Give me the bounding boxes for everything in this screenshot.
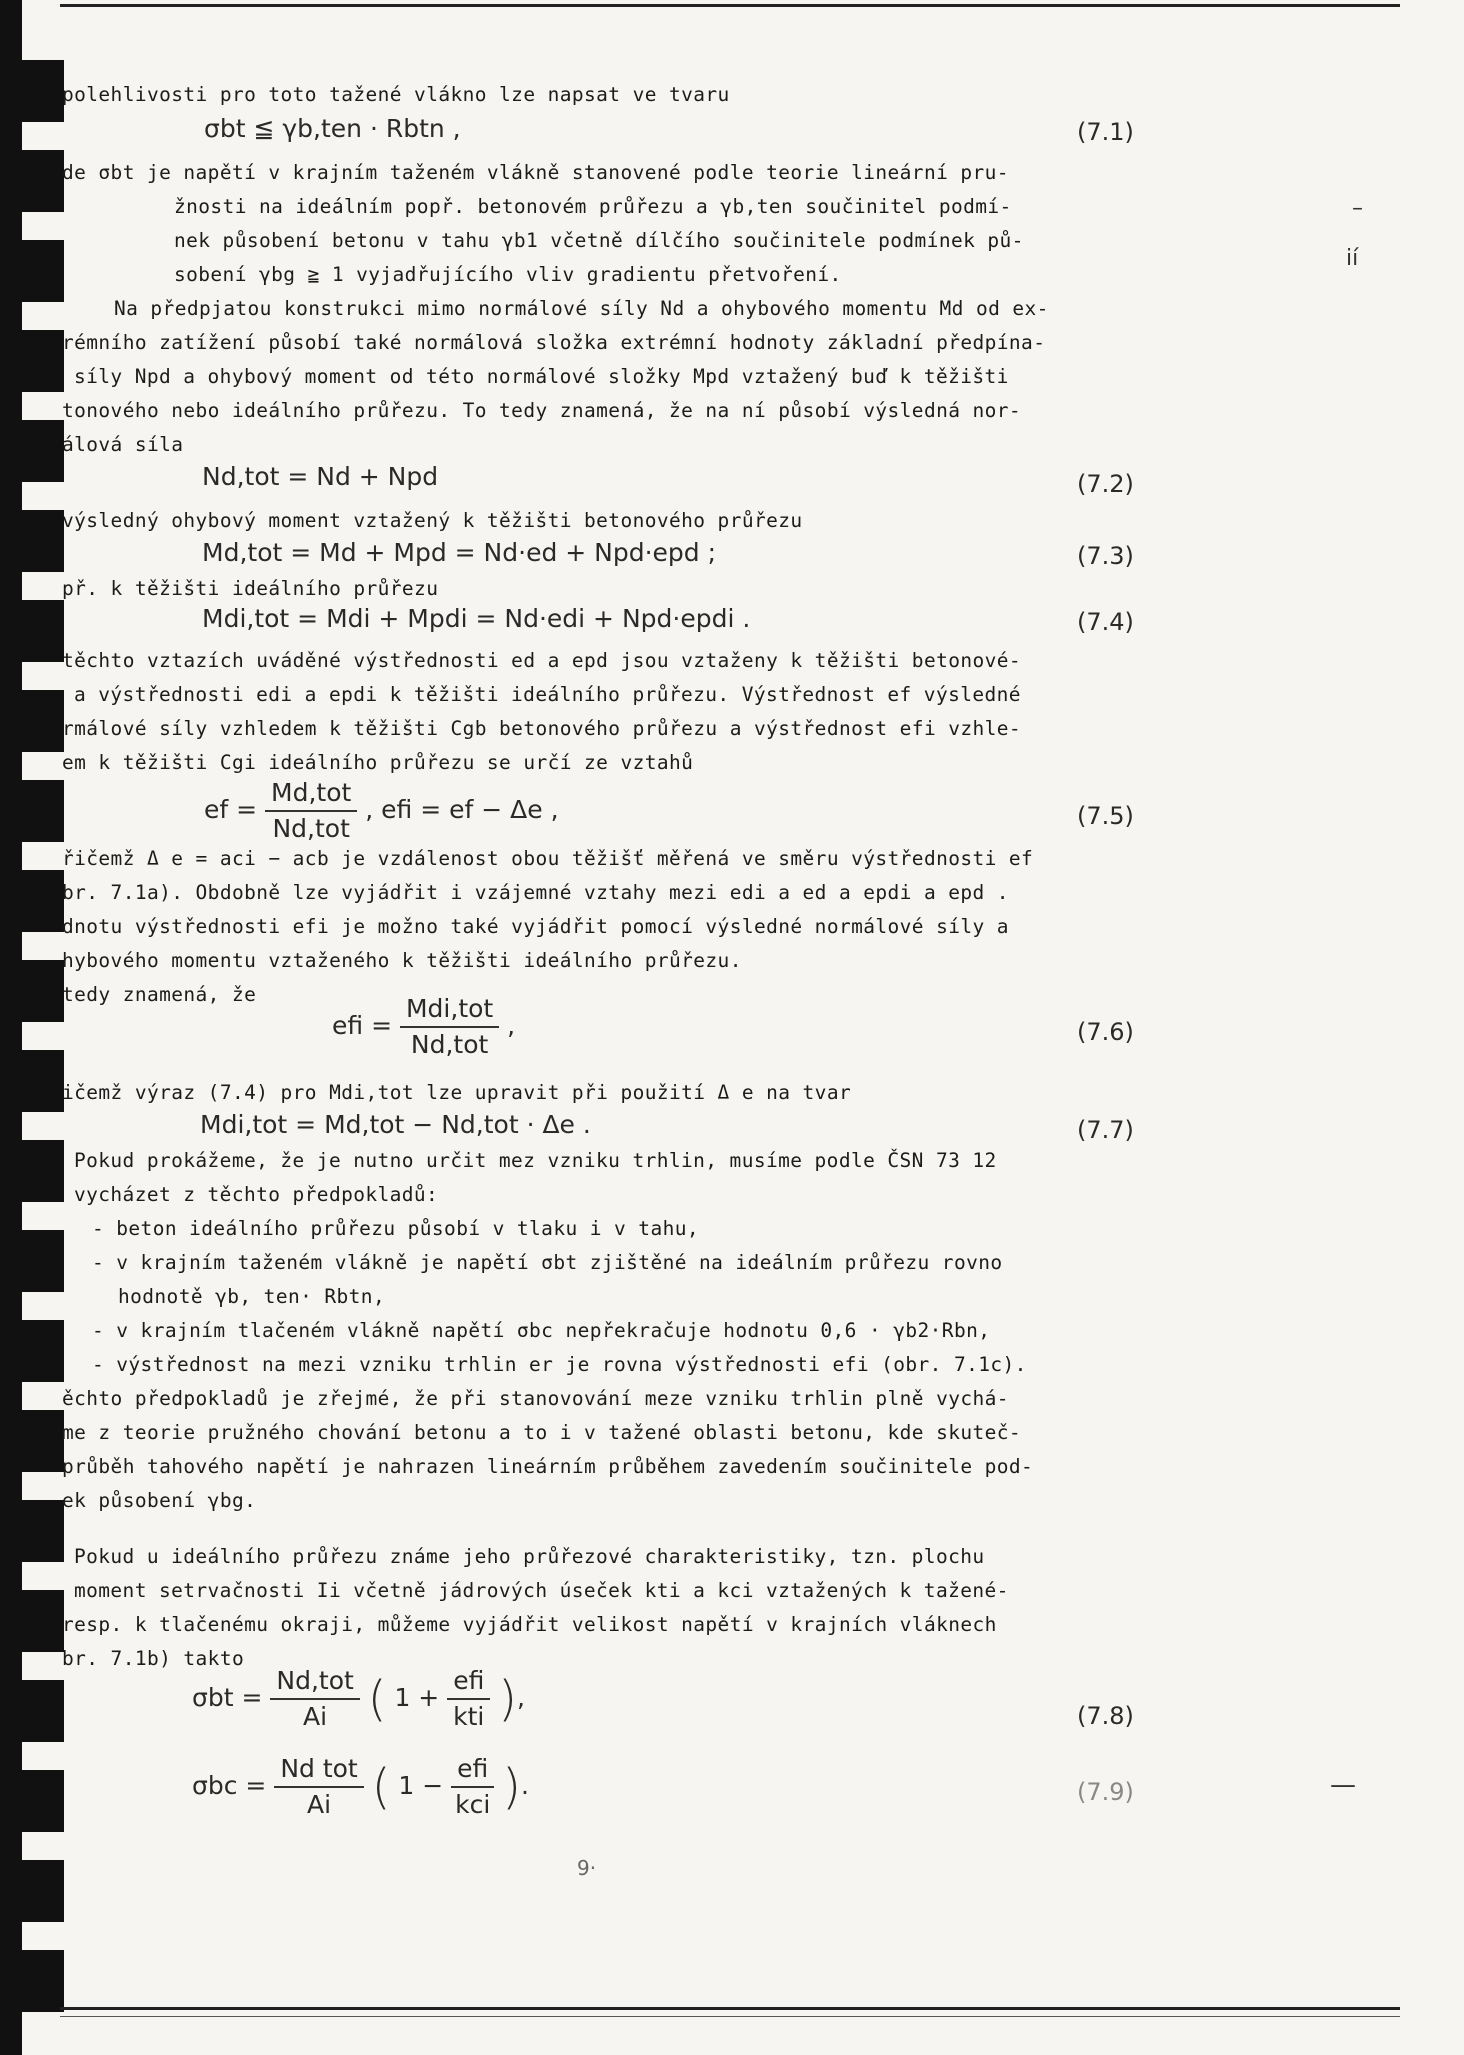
text-line: - v krajním tlačeném vlákně napětí σbc nepřekračuje hodnotu 0,6 · γb2·Rbn, bbox=[92, 1319, 991, 1342]
text-line: tedy znamená, že bbox=[62, 983, 257, 1006]
fraction bbox=[270, 1666, 359, 1732]
text-line: hodnotě γb, ten· Rbtn, bbox=[118, 1285, 386, 1308]
text-line: rmálové síly vzhledem k těžišti Cgb betonového průřezu a výstřednost efi vzhle- bbox=[62, 717, 1022, 740]
text-line: br. 7.1a). Obdobně lze vyjádřit i vzájemné vztahy mezi edi a ed a epdi a epd . bbox=[62, 881, 1009, 904]
text-line: Pokud prokážeme, že je nutno určit mez vzniku trhlin, musíme podle ČSN 73 12 bbox=[74, 1149, 997, 1172]
equation-number: (7.3) bbox=[1077, 542, 1134, 570]
eq-end: . bbox=[520, 1771, 529, 1800]
fraction-numerator: Nd,tot bbox=[270, 1666, 359, 1700]
text-line: dnotu výstřednosti efi je možno také vyjádřit pomocí výsledné normálové síly a bbox=[62, 915, 1009, 938]
text-line: moment setrvačnosti Ii včetně jádrových úseček kti a kci vztažených k tažené- bbox=[74, 1579, 1009, 1602]
page-number: 9· bbox=[577, 1856, 597, 1880]
text-line: - v krajním taženém vlákně je napětí σbt zjištěné na ideálním průřezu rovno bbox=[92, 1251, 1003, 1274]
fraction-denominator: Nd,tot bbox=[410, 1030, 489, 1059]
top-edge-line bbox=[60, 4, 1400, 7]
equation-number: (7.4) bbox=[1077, 608, 1134, 636]
equation-7-6 bbox=[332, 994, 515, 1060]
equation-number: (7.9) bbox=[1077, 1778, 1134, 1806]
text-line: - výstřednost na mezi vzniku trhlin er je rovna výstřednosti efi (obr. 7.1c). bbox=[92, 1353, 1027, 1376]
text-line: žnosti na ideálním popř. betonovém průřezu a γb,ten součinitel podmí- bbox=[174, 195, 1012, 218]
text-line: de σbt je napětí v krajním taženém vlákně stanovené podle teorie lineární pru- bbox=[62, 161, 1009, 184]
eq-inner: 1 + bbox=[394, 1683, 440, 1712]
eq-end: , bbox=[517, 1683, 525, 1712]
text-line: polehlivosti pro toto tažené vlákno lze napsat ve tvaru bbox=[62, 83, 730, 106]
fraction-denominator: Ai bbox=[306, 1790, 332, 1819]
fraction-numerator: Mdi,tot bbox=[400, 994, 499, 1028]
fraction-denominator: kci bbox=[455, 1790, 491, 1819]
equation-7-5 bbox=[204, 778, 559, 844]
equation-number: (7.1) bbox=[1077, 118, 1134, 146]
spiral-binding bbox=[0, 0, 64, 2055]
equation-7-7: Mdi,tot = Md,tot − Nd,tot · Δe . bbox=[200, 1110, 591, 1139]
fraction bbox=[265, 778, 357, 844]
text-line: hybového momentu vztaženého k těžišti ideálního průřezu. bbox=[62, 949, 742, 972]
fraction bbox=[400, 994, 499, 1060]
text-line: br. 7.1b) takto bbox=[62, 1647, 245, 1670]
fraction bbox=[451, 1754, 494, 1820]
text-line: Pokud u ideálního průřezu známe jeho průřezové charakteristiky, tzn. plochu bbox=[74, 1545, 985, 1568]
fraction-numerator: Md,tot bbox=[265, 778, 357, 812]
text-line: ěchto předpokladů je zřejmé, že při stanovování meze vzniku trhlin plně vychá- bbox=[62, 1387, 1009, 1410]
equation-number: (7.2) bbox=[1077, 470, 1134, 498]
equation-7-8 bbox=[192, 1666, 525, 1732]
left-paren: ( bbox=[371, 1759, 391, 1815]
text-line: tonového nebo ideálního průřezu. To tedy znamená, že na ní působí výsledná nor- bbox=[62, 399, 1022, 422]
text-line: ičemž výraz (7.4) pro Mdi,tot lze upravit při použití Δ e na tvar bbox=[62, 1081, 852, 1104]
eq-lhs: σbc = bbox=[192, 1771, 267, 1800]
fraction-numerator: Nd tot bbox=[274, 1754, 363, 1788]
eq-rhs: , efi = ef − Δe , bbox=[365, 795, 559, 824]
text-line: resp. k tlačenému okraji, můžeme vyjádřit velikost napětí v krajních vláknech bbox=[62, 1613, 997, 1636]
text-line: výsledný ohybový moment vztažený k těžišti betonového průřezu bbox=[62, 509, 803, 532]
fraction bbox=[274, 1754, 363, 1820]
text-line: průběh tahového napětí je nahrazen lineárním průběhem zavedením součinitele pod- bbox=[62, 1455, 1034, 1478]
eq-lhs: σbt = bbox=[192, 1683, 263, 1712]
text-line: řičemž Δ e = aci − acb je vzdálenost obou těžišť měřená ve směru výstřednosti ef bbox=[62, 847, 1034, 870]
fraction-numerator: efi bbox=[447, 1666, 490, 1700]
equation-number: (7.7) bbox=[1077, 1116, 1134, 1144]
margin-mark: ií bbox=[1346, 246, 1359, 271]
eq-lhs: efi = bbox=[332, 1011, 393, 1040]
equation-7-4: Mdi,tot = Mdi + Mpdi = Nd·edi + Npd·epdi . bbox=[202, 604, 751, 633]
equation-7-1: σbt ≦ γb,ten · Rbtn , bbox=[204, 114, 461, 143]
text-line: me z teorie pružného chování betonu a to i v tažené oblasti betonu, kde skuteč- bbox=[62, 1421, 1022, 1444]
text-line: - beton ideálního průřezu působí v tlaku i v tahu, bbox=[92, 1217, 699, 1240]
text-line: ek působení γbg. bbox=[62, 1489, 257, 1512]
equation-7-2: Nd,tot = Nd + Npd bbox=[202, 462, 439, 491]
text-line: těchto vztazích uváděné výstřednosti ed a epd jsou vztaženy k těžišti betonové- bbox=[62, 649, 1022, 672]
eq-rhs: , bbox=[507, 1011, 516, 1040]
left-paren: ( bbox=[367, 1671, 387, 1727]
equation-number: (7.8) bbox=[1077, 1702, 1134, 1730]
equation-7-9 bbox=[192, 1754, 529, 1820]
fraction-denominator: kti bbox=[453, 1702, 485, 1731]
text-line: nek působení betonu v tahu γb1 včetně dílčího součinitele podmínek pů- bbox=[174, 229, 1024, 252]
text-line: Na předpjatou konstrukci mimo normálové síly Nd a ohybového momentu Md od ex- bbox=[114, 297, 1049, 320]
bottom-edge-line bbox=[60, 2007, 1400, 2010]
bottom-edge-line-thin bbox=[60, 2016, 1400, 2017]
fraction-numerator: efi bbox=[451, 1754, 494, 1788]
text-line: vycházet z těchto předpokladů: bbox=[74, 1183, 439, 1206]
eq-inner: 1 − bbox=[398, 1771, 444, 1800]
text-line: sobení γbg ≧ 1 vyjadřujícího vliv gradientu přetvoření. bbox=[174, 263, 842, 286]
text-line: rémního zatížení působí také normálová složka extrémní hodnoty základní předpína- bbox=[62, 331, 1046, 354]
fraction-denominator: Nd,tot bbox=[272, 814, 350, 843]
text-line: em k těžišti Cgi ideálního průřezu se určí ze vztahů bbox=[62, 751, 694, 774]
fraction bbox=[447, 1666, 490, 1732]
right-paren: ) bbox=[502, 1759, 521, 1815]
fraction-denominator: Ai bbox=[303, 1702, 328, 1731]
equation-number: (7.6) bbox=[1077, 1018, 1134, 1046]
text-line: a výstřednosti edi a epdi k těžišti ideálního průřezu. Výstřednost ef výsledné bbox=[74, 683, 1021, 706]
equation-number: (7.5) bbox=[1077, 802, 1134, 830]
text-line: síly Npd a ohybový moment od této normálové složky Mpd vztažený buď k těžišti bbox=[74, 365, 1009, 388]
margin-mark: — bbox=[1330, 1770, 1356, 1800]
eq-lhs: ef = bbox=[204, 795, 258, 824]
equation-7-3: Md,tot = Md + Mpd = Nd·ed + Npd·epd ; bbox=[202, 538, 717, 567]
text-line: álová síla bbox=[62, 433, 184, 456]
right-paren: ) bbox=[498, 1671, 518, 1727]
text-line: př. k těžišti ideálního průřezu bbox=[62, 577, 439, 600]
margin-mark: – bbox=[1352, 196, 1363, 221]
